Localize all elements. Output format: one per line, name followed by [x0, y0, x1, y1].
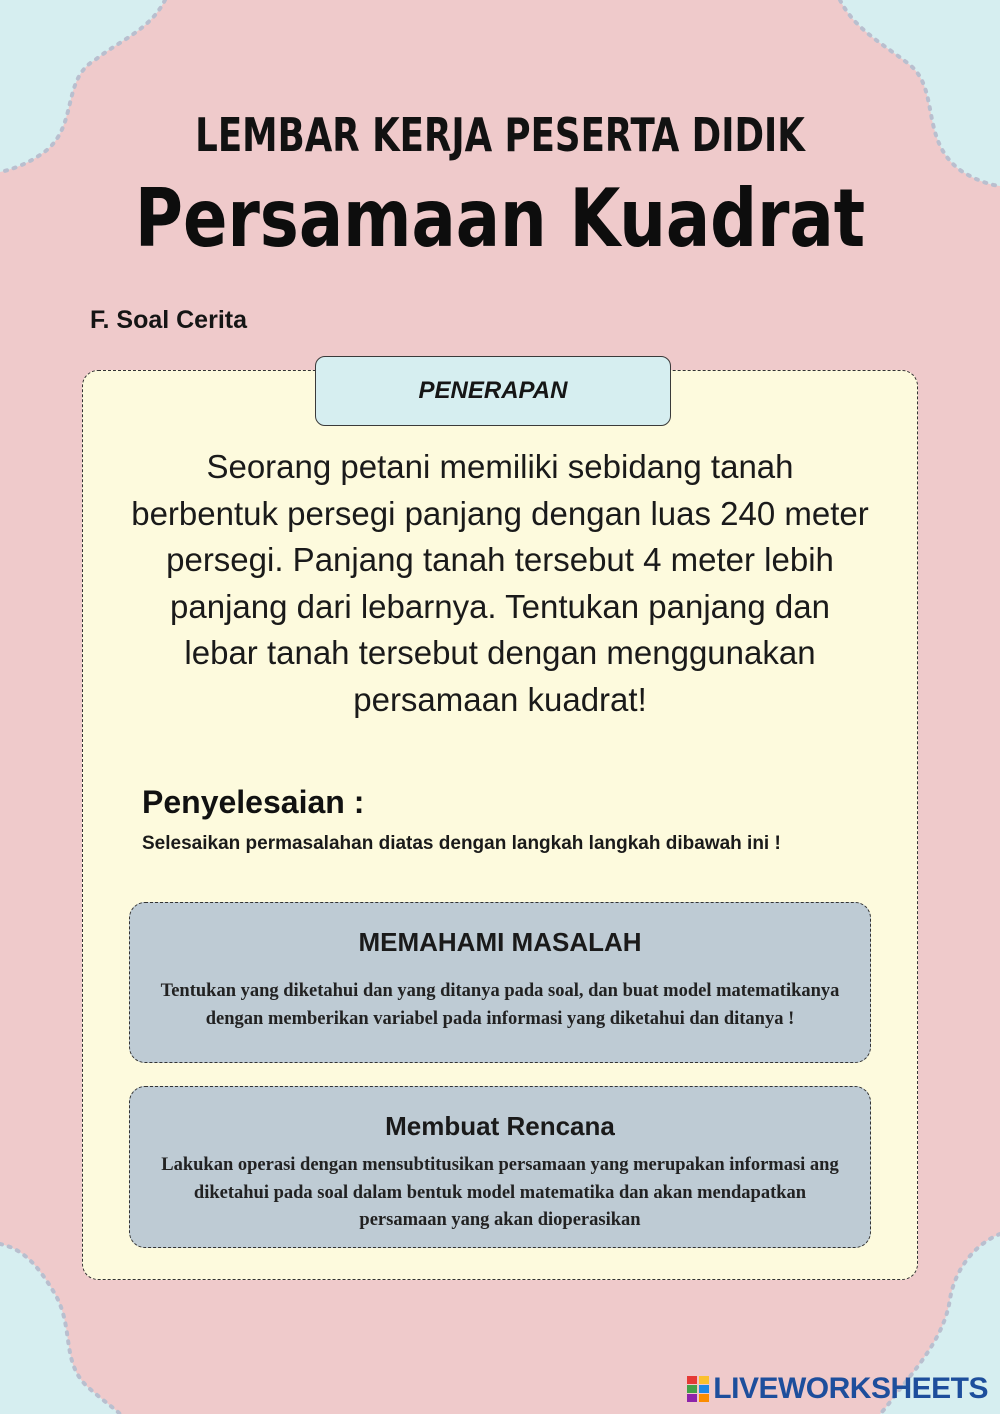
step-understand-problem	[129, 902, 871, 1063]
step-title: Membuat Rencana	[385, 1111, 615, 1141]
decor-corner-top-left	[0, 0, 200, 200]
step-make-plan	[129, 1086, 871, 1248]
step-description: Tentukan yang diketahui dan yang ditanya pada soal, dan buat model matematikanya dengan memberikan variabel pada informasi yang diketahui dan ditanya !	[160, 981, 840, 1029]
section-label: F. Soal Cerita	[90, 306, 247, 334]
problem-statement: Seorang petani memiliki sebidang tanah berbentuk persegi panjang dengan luas 240 meter persegi. Panjang tanah tersebut 4 meter lebih panjang dari lebarnya. Tentukan panjang dan lebar tanah tersebut dengan menggunakan persamaan kuadrat!	[131, 448, 869, 718]
solution-heading: Penyelesaian :	[142, 784, 365, 820]
brand-watermark	[687, 1372, 988, 1406]
worksheet-subtitle: LEMBAR KERJA PESERTA DIDIK	[195, 108, 805, 162]
card-tag: PENERAPAN	[315, 356, 671, 426]
liveworksheets-logo-icon	[687, 1376, 709, 1402]
step-description: Lakukan operasi dengan mensubtitusikan persamaan yang merupakan informasi ang diketahui pada soal dalam bentuk model matematika dan akan mendapatkan persamaan yang akan dioperasikan	[161, 1155, 839, 1230]
step-title: MEMAHAMI MASALAH	[358, 927, 642, 957]
worksheet-title: Persamaan Kuadrat	[134, 172, 866, 265]
solution-instruction: Selesaikan permasalahan diatas dengan langkah langkah dibawah ini !	[142, 833, 781, 854]
brand-name: LIVEWORKSHEETS	[713, 1372, 988, 1405]
